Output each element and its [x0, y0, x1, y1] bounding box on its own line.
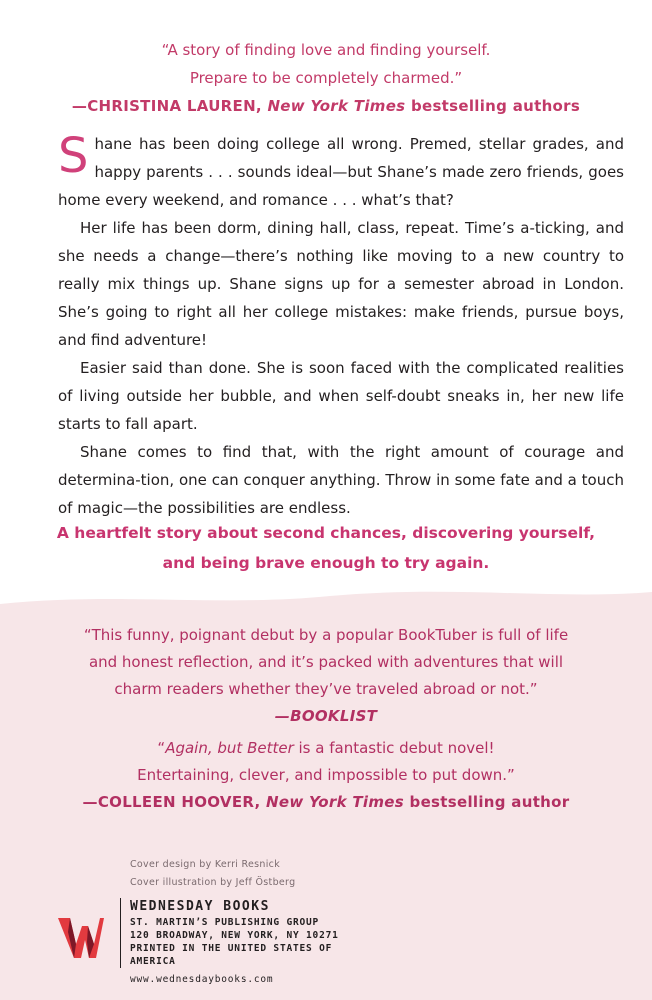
- w-logo-icon: [56, 914, 106, 962]
- review-colleen-hoover: [0, 735, 652, 816]
- review2-open-quote: “: [157, 739, 166, 757]
- top-quote-line1: “A story of finding love and finding yourself.: [161, 41, 491, 59]
- book-blurb: [58, 130, 624, 522]
- drop-cap: S: [58, 128, 89, 184]
- review2-attribution: [0, 789, 652, 816]
- tagline-line2: and being brave enough to try again.: [162, 554, 490, 572]
- tagline-line1: A heartfelt story about second chances, discovering yourself,: [56, 524, 596, 542]
- review2-attribution-name: —COLLEEN HOOVER,: [82, 793, 261, 811]
- blurb-paragraph-4: Shane comes to find that, with the right amount of courage and determina-tion, one can conquer anything. Throw in some fate and a touch of magic—the possibilities are endless.: [58, 443, 624, 517]
- review1-attribution: —BOOKLIST: [274, 707, 378, 725]
- top-quote-line2: Prepare to be completely charmed.”: [189, 69, 463, 87]
- review1-line1: “This funny, poignant debut by a popular BookTuber is full of life: [83, 626, 569, 644]
- publisher-name: WEDNESDAY BOOKS: [130, 899, 270, 914]
- publisher-url: www.wednesdaybooks.com: [130, 974, 274, 985]
- publisher-info: [130, 898, 376, 986]
- publisher-address: 120 BROADWAY, NEW YORK, NY 10271: [130, 930, 339, 941]
- blurb-paragraph-3: Easier said than done. She is soon faced with the complicated realities of living outside her bubble, and when self-doubt sneaks in, her new life starts to fall apart.: [58, 359, 624, 433]
- publisher-group: ST. MARTIN’S PUBLISHING GROUP: [130, 917, 320, 928]
- attribution-name: —CHRISTINA LAUREN,: [71, 97, 262, 115]
- blurb-paragraph-2: Her life has been dorm, dining hall, class, repeat. Time’s a-ticking, and she needs a change—there’s nothing like moving to a new country to really mix things up. Shane signs up for a semester abroad in London. She’s going to right all her college mistakes: make friends, pursue boys, and find adventure!: [58, 219, 624, 349]
- review2-line1-rest: is a fantastic debut novel!: [293, 739, 495, 757]
- top-quote: [0, 36, 652, 120]
- cover-design-credit: Cover design by Kerri Resnick: [130, 859, 281, 870]
- review2-attribution-publication: New York Times: [266, 793, 404, 811]
- review-booklist: [0, 622, 652, 730]
- review2-line2: Entertaining, clever, and impossible to put down.”: [137, 766, 515, 784]
- blurb-paragraph-1-text: hane has been doing college all wrong. Premed, stellar grades, and happy parents . . . sounds ideal—but Shane’s made zero friends, goes home every weekend, and romance . . . what’s that?: [58, 135, 624, 209]
- attribution-rest: bestselling authors: [410, 97, 581, 115]
- cover-credits: [130, 856, 295, 892]
- review2-attribution-rest: bestselling author: [409, 793, 570, 811]
- publisher-divider: [120, 898, 121, 968]
- attribution-publication: New York Times: [267, 97, 406, 115]
- review2-book-title: Again, but Better: [165, 739, 294, 757]
- tagline: [0, 518, 652, 578]
- cover-illustration-credit: Cover illustration by Jeff Östberg: [130, 877, 296, 888]
- review2-line1: [0, 735, 652, 762]
- blurb-paragraph-1: [58, 130, 624, 214]
- review1-line2: and honest reflection, and it’s packed with adventures that will: [88, 653, 564, 671]
- review1-line3: charm readers whether they’ve traveled abroad or not.”: [114, 680, 538, 698]
- top-quote-attribution: [0, 92, 652, 120]
- publisher-printed: PRINTED IN THE UNITED STATES OF AMERICA: [130, 943, 333, 967]
- publisher-block: [56, 898, 376, 985]
